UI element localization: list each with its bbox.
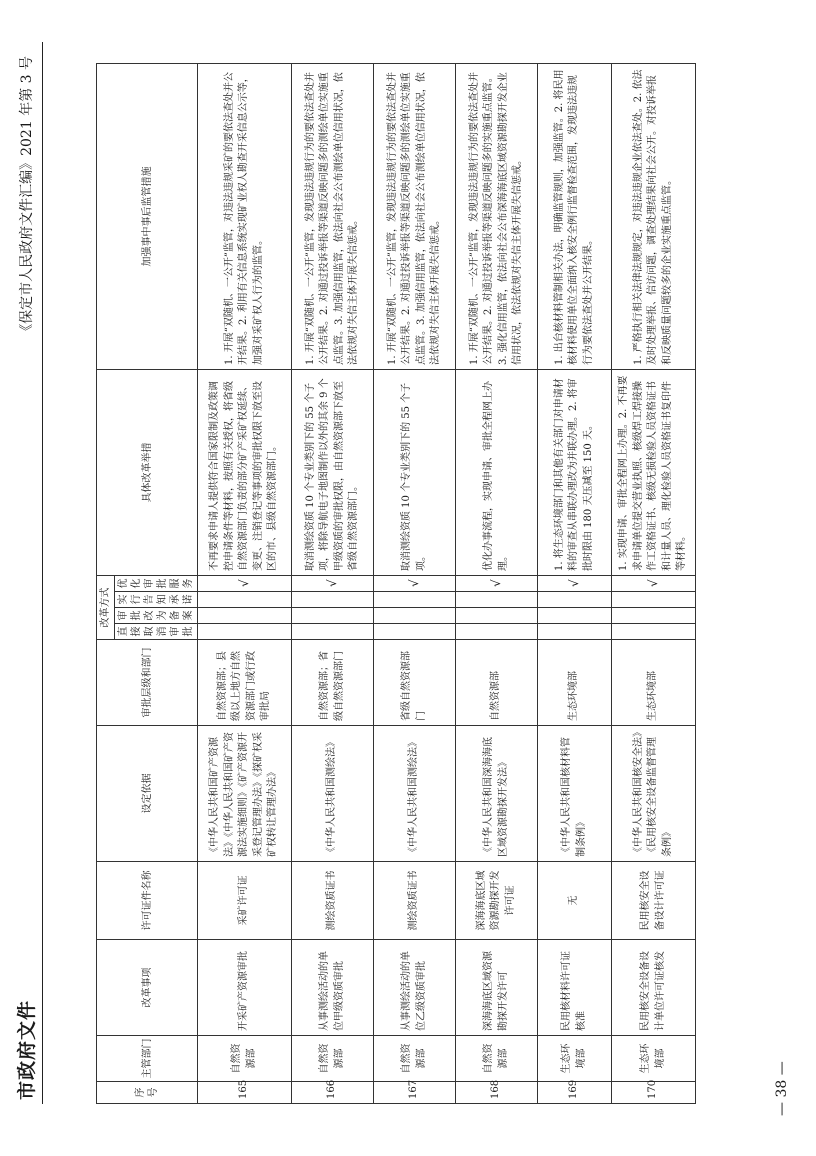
cell-approval: 生态环境部: [612, 640, 696, 726]
header-dept: 主管部门: [97, 1036, 198, 1082]
reform-table: [96, 63, 696, 1104]
header-measures: 具体改革举措: [97, 370, 198, 576]
cell-filing: [538, 608, 612, 624]
table-row: [612, 64, 696, 1104]
header-item: 改革事项: [97, 940, 198, 1036]
cell-license: 测绘资质证书: [374, 862, 456, 940]
cell-cancel: [538, 624, 612, 640]
header-optimize: 优化审批服务: [115, 576, 198, 592]
cell-basis: 《中华人民共和国深海海底区域资源勘探开发法》: [456, 726, 538, 862]
table-row: [538, 64, 612, 1104]
cell-measures: 取消测绘资质 10 个专业类别下的 55 个子项。: [374, 370, 456, 576]
cell-approval: 省级自然资源部门: [374, 640, 456, 726]
cell-license: 民用核安全设备设计许可证: [612, 862, 696, 940]
header-basis: 设定依据: [97, 726, 198, 862]
cell-dept: 生态环境部: [538, 1036, 612, 1082]
cell-cancel: [374, 624, 456, 640]
cell-optimize: √: [612, 576, 696, 592]
cell-item: 从事测绘活动的单位甲级资质审批: [292, 940, 374, 1036]
cell-cancel: [292, 624, 374, 640]
cell-item: 民用核材料许可证核准: [538, 940, 612, 1036]
header-rule: [42, 42, 43, 1104]
cell-optimize: √: [374, 576, 456, 592]
cell-optimize: √: [292, 576, 374, 592]
cell-filing: [456, 608, 538, 624]
cell-supervision: 1. 开展“双随机、一公开”监管，发现违法违规行为的要依法查处并公开结果。2. 对通过投诉举报等渠道反映问题多的实施重点监管。3. 强化信用监管，依法向社会公布深海海底区域资源勘探开发企业信用状况，依法依规对失信主体开展失信惩戒。: [456, 64, 538, 370]
cell-item: 从事测绘活动的单位乙级资质审批: [374, 940, 456, 1036]
cell-approval: 生态环境部: [538, 640, 612, 726]
header-filing: 审批改为备案: [115, 608, 198, 624]
cell-seq: 168: [456, 1082, 538, 1104]
cell-dept: 自然资源部: [292, 1036, 374, 1082]
document-series-title: 《保定市人民政府文件汇编》2021 年第 3 号: [19, 56, 35, 338]
cell-measures: 取消测绘资质 10 个专业类别下的 55 个子项，将除导航电子地图制作以外的其余 9 个甲级资质的审批权限，由自然资源部下放至省级自然资源部门。: [292, 370, 374, 576]
page-number: — 38 —: [774, 1061, 790, 1116]
table-row: [292, 64, 374, 1104]
table-header-row: [97, 64, 115, 1104]
cell-notify: [612, 592, 696, 608]
cell-measures: 优化办事流程，实现申请、审批全程网上办理。: [456, 370, 538, 576]
cell-license: 无: [538, 862, 612, 940]
cell-item: 深海海底区域资源勘探开发许可: [456, 940, 538, 1036]
cell-notify: [292, 592, 374, 608]
cell-filing: [374, 608, 456, 624]
cell-supervision: 1. 开展“双随机、一公开”监管，对违法违规采矿的要依法查处并公开结果。2. 利用有关信息系统实现矿业权人勘查开采信息公示等，加强对采矿权人行为的监管。: [198, 64, 292, 370]
cell-dept: 自然资源部: [456, 1036, 538, 1082]
cell-supervision: 1. 开展“双随机、一公开”监管，发现违法违规行为的要依法查处并公开结果。2. 对通过投诉举报等渠道反映问题多的测绘单位实施重点监管。3. 加强信用监管，依法向社会公布测绘单位信用状况，依法依规对失信主体开展失信惩戒。: [374, 64, 456, 370]
cell-basis: 《中华人民共和国测绘法》: [292, 726, 374, 862]
cell-seq: 167: [374, 1082, 456, 1104]
cell-notify: [198, 592, 292, 608]
cell-basis: 《中华人民共和国矿产资源法》《中华人民共和国矿产资源法实施细则》《矿产资源开采登记管理办法》《探矿权采矿权转让管理办法》: [198, 726, 292, 862]
table-row: [198, 64, 292, 1104]
header-approval: 审批层级和部门: [97, 640, 198, 726]
header-notify: 实行告知承诺: [115, 592, 198, 608]
cell-filing: [198, 608, 292, 624]
cell-approval: 自然资源部；县级以上地方自然资源部门或行政审批局: [198, 640, 292, 726]
cell-seq: 165: [198, 1082, 292, 1104]
table-row: [456, 64, 538, 1104]
cell-supervision: 1. 出台核材料管制相关办法，明确监管规则，加强监管。2. 将民用核材料使用单位全面纳入核安全例行监督检查范围，发现违法违规行为要依法查处并公开结果。: [538, 64, 612, 370]
cell-notify: [374, 592, 456, 608]
cell-dept: 自然资源部: [374, 1036, 456, 1082]
cell-filing: [612, 608, 696, 624]
cell-dept: 自然资源部: [198, 1036, 292, 1082]
cell-measures: 不再要求申请人提供符合国家限制及政策调控申请条件等材料，按照有关授权，将省级自然资源部门负责的部分矿产采矿权延续、变更、注销登记等事项的审批权限下放至设区的市、县级自然资源部门。: [198, 370, 292, 576]
cell-cancel: [198, 624, 292, 640]
cell-supervision: 1. 严格执行相关法律法规规定，对违法违规企业依法查处。2. 依法及时处理举报、信访问题，调查处理结果向社会公开。对投诉举报和反映质量问题较多的企业实施重点监管。: [612, 64, 696, 370]
cell-optimize: √: [538, 576, 612, 592]
cell-license: 深海海底区域资源勘探开发许可证: [456, 862, 538, 940]
header-reform-modes: 改革方式: [97, 576, 115, 640]
cell-seq: 169: [538, 1082, 612, 1104]
cell-optimize: √: [456, 576, 538, 592]
header-cancel: 直接取消审批: [115, 624, 198, 640]
cell-measures: 1. 实现申请、审批全程网上办理。2. 不再要求申请单位提交营业执照、核级焊工焊接操作工资格证书、核级无损检验人员资格证书和计量人员、理化检验人员资格证书复印件等材料。: [612, 370, 696, 576]
cell-license: 采矿许可证: [198, 862, 292, 940]
cell-basis: 《中华人民共和国核安全法》《民用核安全设备监督管理条例》: [612, 726, 696, 862]
cell-measures: 1. 将生态环境部门和其他有关部门对申请材料的审查从串联办理改为并联办理。2. 将审批时限由 180 天压减至 150 天。: [538, 370, 612, 576]
cell-dept: 生态环境部: [612, 1036, 696, 1082]
cell-cancel: [456, 624, 538, 640]
cell-item: 民用核安全设备设计单位许可证核发: [612, 940, 696, 1036]
cell-basis: 《中华人民共和国测绘法》: [374, 726, 456, 862]
header-seq: 序号: [97, 1082, 198, 1104]
cell-seq: 166: [292, 1082, 374, 1104]
cell-approval: 自然资源部；省级自然资源部门: [292, 640, 374, 726]
cell-approval: 自然资源部: [456, 640, 538, 726]
table-row: [374, 64, 456, 1104]
header-supervision: 加强事中事后监管措施: [97, 64, 198, 370]
header-license: 许可证件名称: [97, 862, 198, 940]
cell-cancel: [612, 624, 696, 640]
cell-supervision: 1. 开展“双随机、一公开”监管，发现违法违规行为的要依法查处并公开结果。2. 对通过投诉举报等渠道反映问题多的测绘单位实施重点监管。3. 加强信用监管，依法向社会公布测绘单位信用状况，依法依规对失信主体开展失信惩戒。: [292, 64, 374, 370]
cell-notify: [456, 592, 538, 608]
cell-optimize: √: [198, 576, 292, 592]
cell-basis: 《中华人民共和国核材料管制条例》: [538, 726, 612, 862]
cell-seq: 170: [612, 1082, 696, 1104]
document-header-title: 市政府文件: [16, 999, 38, 1100]
cell-filing: [292, 608, 374, 624]
cell-license: 测绘资质证书: [292, 862, 374, 940]
cell-item: 开采矿产资源审批: [198, 940, 292, 1036]
cell-notify: [538, 592, 612, 608]
